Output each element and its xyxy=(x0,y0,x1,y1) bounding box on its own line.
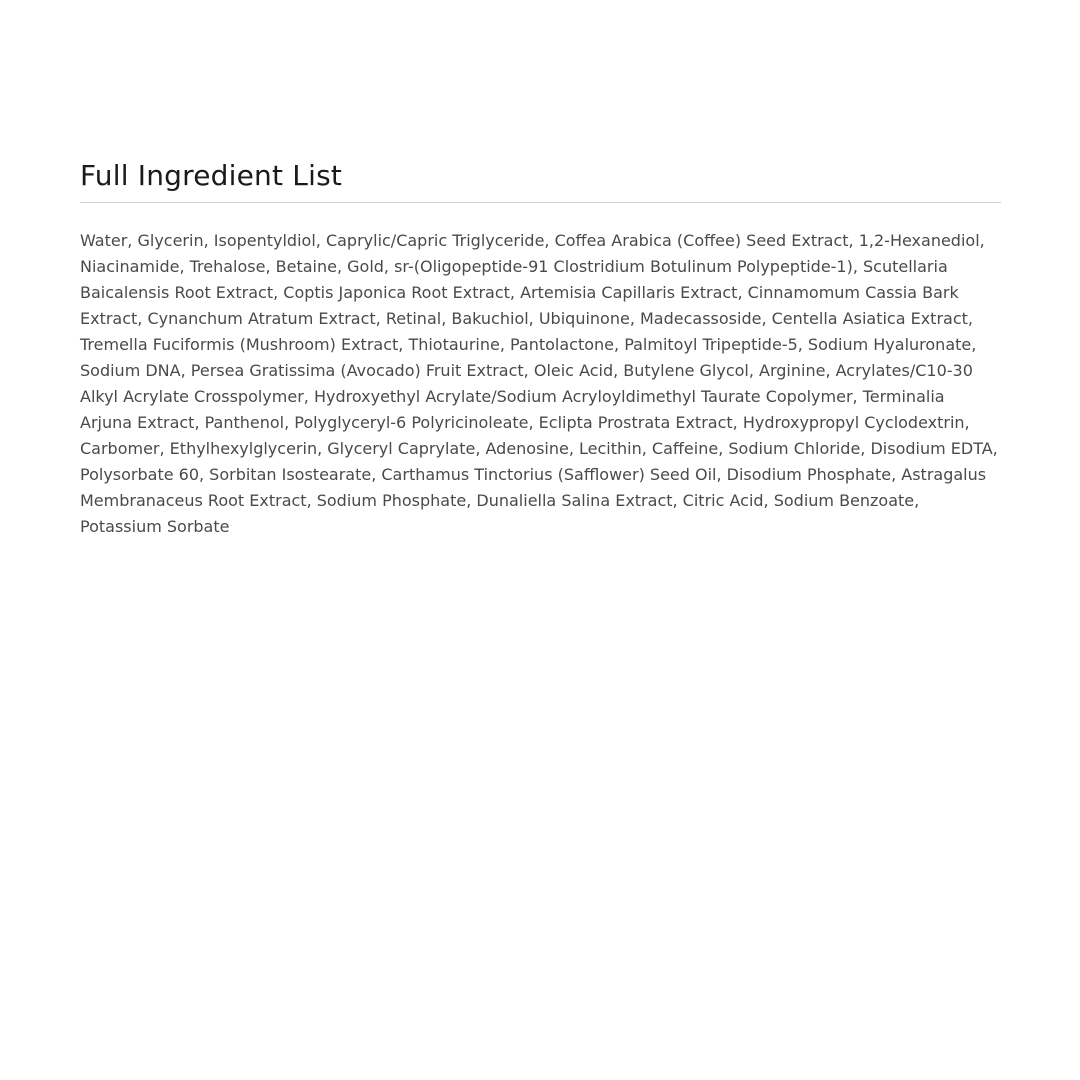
section-title: Full Ingredient List xyxy=(80,159,343,192)
ingredient-list-text: Water, Glycerin, Isopentyldiol, Caprylic/Capric Triglyceride, Coffea Arabica (Coffee) Seed Extract, 1,2-Hexanediol, Niacinamide, Trehalose, Betaine, Gold, sr-(Oligopeptide-91 Clostridium Botulinum Polypeptide-1), Scutellaria Baicalensis Root Extract, Coptis Japonica Root Extract, Artemisia Capillaris Extract, Cinnamomum Cassia Bark Extract, Cynanchum Atratum Extract, Retinal, Bakuchiol, Ubiquinone, Madecassoside, Centella Asiatica Extract, Tremella Fuciformis (Mushroom) Extract, Thiotaurine, Pantolactone, Palmitoyl Tripeptide-5, Sodium Hyaluronate, Sodium DNA, Persea Gratissima (Avocado) Fruit Extract, Oleic Acid, Butylene Glycol, Arginine, Acrylates/C10-30 Alkyl Acrylate Crosspolymer, Hydroxyethyl Acrylate/Sodium Acryloyldimethyl Taurate Copolymer, Terminalia Arjuna Extract, Panthenol, Polyglyceryl-6 Polyricinoleate, Eclipta Prostrata Extract, Hydroxypropyl Cyclodextrin, Carbomer, Ethylhexylglycerin, Glyceryl Caprylate, Adenosine, Lecithin, Caffeine, Sodium Chloride, Disodium EDTA, Polysorbate 60, Sorbitan Isostearate, Carthamus Tinctorius (Safflower) Seed Oil, Disodium Phosphate, Astragalus Membranaceus Root Extract, Sodium Phosphate, Dunaliella Salina Extract, Citric Acid, Sodium Benzoate, Potassium Sorbate xyxy=(80,231,998,536)
ingredient-list-section xyxy=(80,155,1001,540)
section-divider xyxy=(80,202,1001,203)
